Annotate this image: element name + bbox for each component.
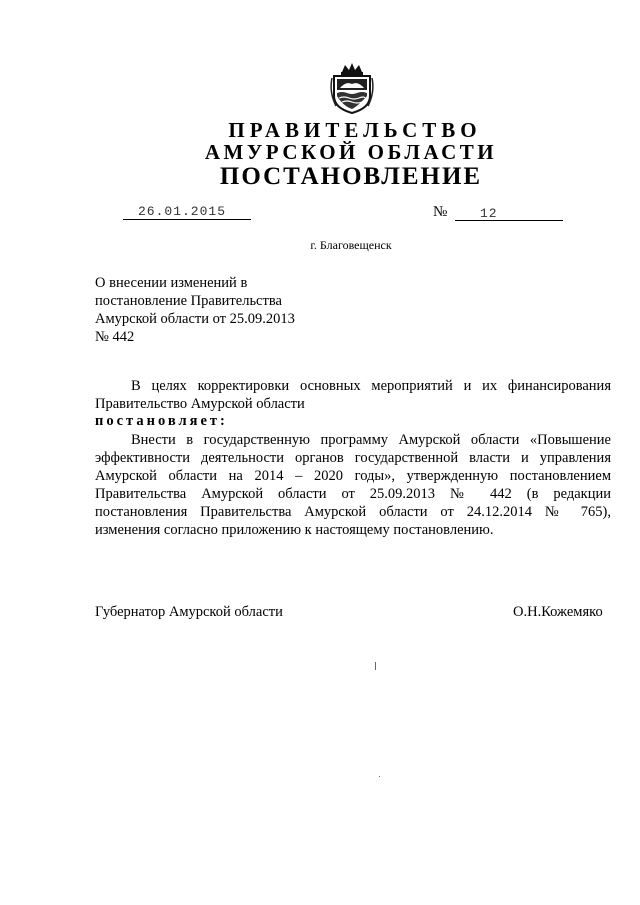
subject-line: Амурской области от 25.09.2013 [95, 311, 295, 327]
document-number: 12 [480, 206, 498, 221]
organization-name-line2: АМУРСКОЙ ОБЛАСТИ [204, 140, 498, 164]
coat-of-arms-icon [328, 62, 376, 114]
preamble-line: Правительство Амурской области [95, 396, 305, 412]
organization-name-line1: ПРАВИТЕЛЬСТВО [228, 118, 482, 142]
document-subject [95, 274, 315, 346]
signatory-name: О.Н.Кожемяко [513, 604, 603, 620]
decision-line: Амурской области на 2014 – 2020 годы», утвержденную постановлением [95, 468, 611, 484]
number-label: № [433, 204, 448, 220]
decision-line: Правительства Амурской области от 25.09.2013 № 442 (в редакции [95, 486, 611, 502]
preamble-line: В целях корректировки основных мероприятий и их финансирования [131, 378, 611, 394]
preamble [95, 377, 611, 413]
city-location: г. Благовещенск [310, 238, 392, 252]
document-date: 26.01.2015 [138, 204, 227, 219]
subject-line: постановление Правительства [95, 293, 282, 309]
scan-speck [375, 662, 376, 670]
scan-speck [379, 776, 380, 777]
signatory-title: Губернатор Амурской области [95, 604, 283, 620]
resolves-keyword: постановляет: [95, 413, 228, 429]
decision-line: постановления Правительства Амурской области от 24.12.2014 № 765), [95, 504, 611, 520]
date-underline [123, 219, 251, 220]
decision-paragraph [95, 431, 611, 539]
decision-line: изменения согласно приложению к настоящему постановлению. [95, 522, 494, 538]
decision-line: эффективности деятельности органов государственной власти и управления [95, 450, 611, 466]
number-underline [455, 220, 563, 221]
decision-line: Внести в государственную программу Амурской области «Повышение [131, 432, 611, 448]
subject-line: № 442 [95, 329, 135, 345]
subject-line: О внесении изменений в [95, 275, 248, 291]
document-type: ПОСТАНОВЛЕНИЕ [219, 163, 483, 190]
